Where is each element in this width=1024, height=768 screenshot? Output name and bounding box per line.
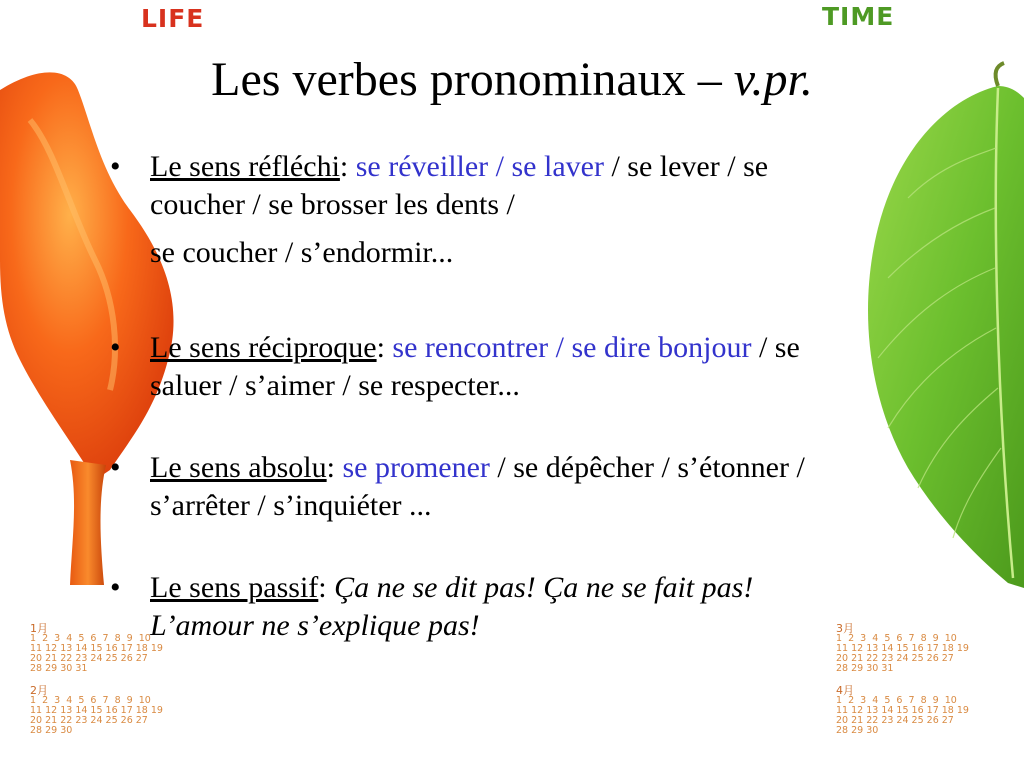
bullet-item-reciproque xyxy=(110,329,840,405)
bullet-example-rest: / se dépêcher / s’étonner / s’arrêter / s’inquiéter ... xyxy=(150,451,805,522)
title-text: Les verbes pronominaux – xyxy=(211,53,734,106)
bullet-item-reflechi xyxy=(110,148,840,272)
calendar-march xyxy=(836,624,969,674)
bullet-example-rest: / se lever / se coucher / se brosser les dents / xyxy=(150,150,769,221)
bullet-dot: • xyxy=(110,150,121,183)
title-abbreviation: v.pr. xyxy=(733,53,813,106)
bullet-example-blue: se rencontrer / se dire bonjour xyxy=(392,331,752,364)
bullet-heading: Le sens absolu xyxy=(150,451,327,484)
bullet-dot: • xyxy=(110,331,121,364)
bullet-colon: : xyxy=(318,571,335,604)
bullet-heading: Le sens réciproque xyxy=(150,331,377,364)
bullet-heading: Le sens réfléchi xyxy=(150,150,340,183)
bullet-colon: : xyxy=(339,150,356,183)
calendar-month: 4月 xyxy=(836,684,854,697)
bullet-dot: • xyxy=(110,571,121,604)
calendar-month: 3月 xyxy=(836,622,854,635)
bullet-colon: : xyxy=(376,331,393,364)
time-logo: TIME xyxy=(822,2,895,31)
calendar-january xyxy=(30,624,163,674)
calendar-april xyxy=(836,686,969,736)
calendar-month: 1月 xyxy=(30,622,48,635)
bullet-example-blue: se réveiller / se laver xyxy=(355,150,604,183)
life-logo: LIFE xyxy=(141,4,205,33)
green-leaf xyxy=(858,58,1024,598)
bullet-example-rest: / se saluer / s’aimer / se respecter... xyxy=(150,331,800,402)
calendar-days: 1 2 3 4 5 6 7 8 9 10 11 12 13 14 15 16 17 18 19 20 21 22 23 24 25 26 27 28 29 30 xyxy=(836,695,969,736)
bullet-example-blue: se promener xyxy=(342,451,490,484)
calendar-month: 2月 xyxy=(30,684,48,697)
bullet-colon: : xyxy=(326,451,343,484)
calendar-days: 1 2 3 4 5 6 7 8 9 10 11 12 13 14 15 16 17 18 19 20 21 22 23 24 25 26 27 28 29 30 31 xyxy=(836,633,969,674)
calendar-days: 1 2 3 4 5 6 7 8 9 10 11 12 13 14 15 16 17 18 19 20 21 22 23 24 25 26 27 28 29 30 31 xyxy=(30,633,163,674)
bullet-example-italic: Ça ne se dit pas! Ça ne se fait pas! L’amour ne s’explique pas! xyxy=(150,571,754,642)
bullet-dot: • xyxy=(110,451,121,484)
bullet-item-passif xyxy=(110,569,840,645)
calendar-days: 1 2 3 4 5 6 7 8 9 10 11 12 13 14 15 16 17 18 19 20 21 22 23 24 25 26 27 28 29 30 xyxy=(30,695,163,736)
bullet-heading: Le sens passif xyxy=(150,571,319,604)
bullet-extra-line: se coucher / s’endormir... xyxy=(150,236,454,269)
bullet-list xyxy=(110,148,840,645)
bullet-item-absolu xyxy=(110,449,840,525)
calendar-february xyxy=(30,686,163,736)
slide-title xyxy=(0,52,1024,107)
